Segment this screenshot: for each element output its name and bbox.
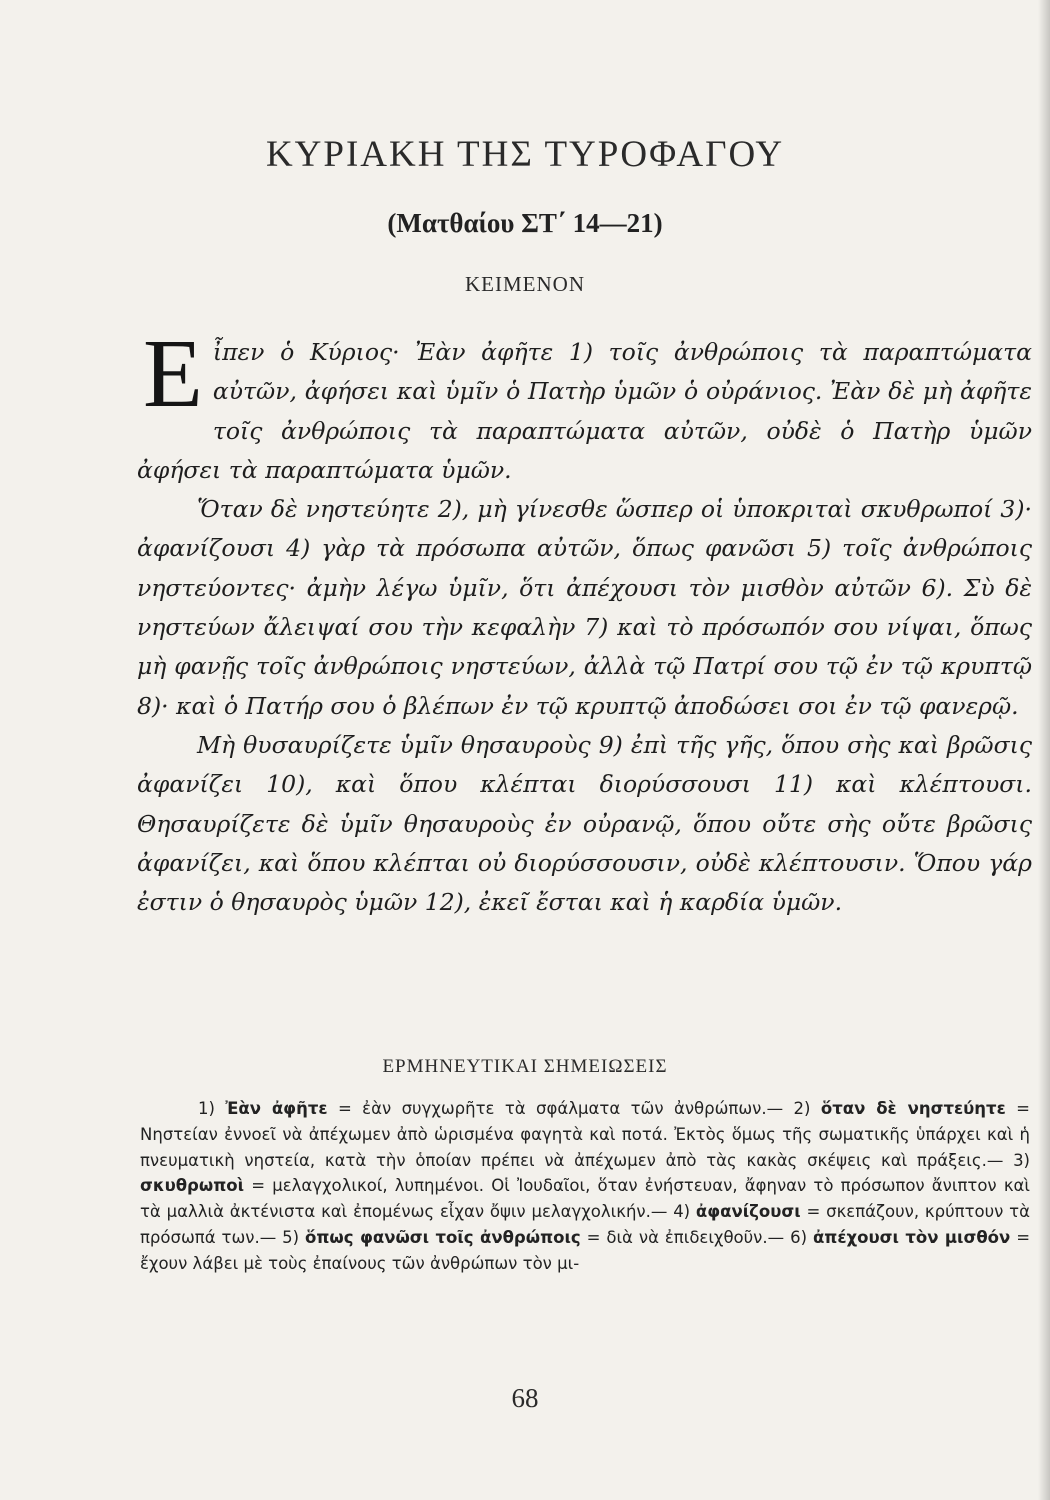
- scripture-reference: (Ματθαίου ΣΤ΄ 14—21): [387, 208, 663, 238]
- note-definition: = διὰ νὰ ἐπιδειχθοῦν.—: [586, 1227, 785, 1247]
- notes-heading: ΕΡΜΗΝΕΥΤΙΚΑΙ ΣΗΜΕΙΩΣΕΙΣ: [382, 1056, 668, 1077]
- page-title: ΚΥΡΙΑΚΗ ΤΗΣ ΤΥΡΟΦΑΓΟΥ: [265, 134, 785, 175]
- note-definition: = σκεπάζουν, κρύπτουν τὰ πρόσωπά των.—: [140, 1202, 1030, 1247]
- note-term: σκυθρωποὶ: [140, 1176, 245, 1196]
- note-1: [198, 1099, 783, 1118]
- note-number: 6): [790, 1227, 808, 1247]
- drop-cap: Ε: [143, 320, 203, 428]
- note-definition: = ἔχουν λάβει μὲ τοὺς ἐπαίνους τῶν ἀνθρώπων τὸν μι-: [140, 1227, 1031, 1273]
- note-5: [282, 1228, 784, 1247]
- note-number: 1): [198, 1099, 215, 1118]
- paragraph-3: Μὴ θυσαυρίζετε ὑμῖν θησαυροὺς 9) ἐπὶ τῆς γῆς, ὅπου σὴς καὶ βρῶσις ἀφανίζει 10), καὶ ὅπου κλέπται διορύσσουσι 11) καὶ κλέπτουσι. Θησαυρίζετε δὲ ὑμῖν θησαυροὺς ἐν οὐρανῷ, ὅπου οὔτε σὴς οὔτε βρῶσις ἀφανίζει, καὶ ὅπου κλέπται οὐ διορύσσουσιν, οὐδὲ κλέπτουσιν. Ὅπου γάρ ἐστιν ὁ θησαυρὸς ὑμῶν 12), ἐκεῖ ἔσται καὶ ἡ καρδία ὑμῶν.: [137, 730, 1032, 917]
- note-term: Ἐὰν ἀφῆτε: [225, 1099, 328, 1118]
- note-term: ἀπέχουσι τὸν μισθόν: [812, 1227, 1011, 1247]
- note-term: ὅπως φανῶσι τοῖς ἀνθρώποις: [305, 1227, 581, 1247]
- explanatory-notes: [140, 1096, 1030, 1277]
- paragraph-2: Ὅταν δὲ νηστεύητε 2), μὴ γίνεσθε ὥσπερ οἱ ὑποκριταὶ σκυθρωποί 3)· ἀφανίζουσι 4) γὰρ τὰ πρόσωπα αὐτῶν, ὅπως φανῶσι 5) τοῖς ἀνθρώποις νηστεύοντες· ἀμὴν λέγω ὑμῖν, ὅτι ἀπέχουσι τὸν μισθὸν αὐτῶν 6). Σὺ δὲ νηστεύων ἄλειψαί σου τὴν κεφαλὴν 7) καὶ τὸ πρόσωπόν σου νίψαι, ὅπως μὴ φανῇς τοῖς ἀνθρώποις νηστεύων, ἀλλὰ τῷ Πατρί σου τῷ ἐν τῷ κρυπτῷ 8)· καὶ ὁ Πατήρ σου ὁ βλέπων ἐν τῷ κρυπτῷ ἀποδώσει σοι ἐν τῷ φανερῷ.: [137, 495, 1032, 720]
- note-number: 4): [673, 1202, 691, 1222]
- note-number: 2): [793, 1099, 811, 1118]
- note-definition: = ἐὰν συγχωρῆτε τὰ σφάλματα τῶν ἀνθρώπων.—: [337, 1099, 784, 1118]
- note-definition: = Νηστείαν ἐννοεῖ νὰ ἀπέχωμεν ἀπὸ ὡρισμένα φαγητὰ καὶ ποτά. Ἐκτὸς ὅμως τῆς σωματικῆς ὑπάρχει καὶ ἡ πνευματικὴ νηστεία, κατὰ τὴν ὁποίαν πρέπει νὰ ἀπέχωμεν ἀπὸ τὰς κακὰς σκέψεις καὶ πράξεις.—: [140, 1099, 1030, 1170]
- note-definition: = μελαγχολικοί, λυπημένοι. Οἱ Ἰουδαῖοι, ὅταν ἐνήστευαν, ἄφηναν τὸ πρόσωπον ἄνιπτον καὶ τὰ μαλλιὰ ἀκτένιστα καὶ ἐπομένως εἶχαν ὄψιν μελαγχολικήν.—: [140, 1176, 1030, 1222]
- scripture-text: [137, 320, 1032, 922]
- page-number: 68: [511, 1383, 539, 1413]
- note-term: ἀφανίζουσι: [695, 1202, 801, 1222]
- paragraph-1-text: ἶπεν ὁ Κύριος· Ἐὰν ἀφῆτε 1) τοῖς ἀνθρώποις τὰ παραπτώματα αὐτῶν, ἀφήσει καὶ ὑμῖν ὁ Πατὴρ ὑμῶν ὁ οὐράνιος. Ἐὰν δὲ μὴ ἀφῆτε τοῖς ἀνθρώποις τὰ παραπτώματα αὐτῶν, οὐδὲ ὁ Πατὴρ ὑμῶν ἀφήσει τὰ παραπτώματα ὑμῶν.: [137, 338, 1032, 484]
- notes-paragraph: [140, 1096, 1030, 1277]
- note-number: 5): [282, 1227, 300, 1247]
- paragraph-1: [137, 320, 1032, 490]
- note-term: ὅταν δὲ νηστεύητε: [820, 1099, 1006, 1118]
- section-label-text: ΚΕΙΜΕΝΟΝ: [465, 272, 585, 296]
- note-number: 3): [1013, 1150, 1030, 1170]
